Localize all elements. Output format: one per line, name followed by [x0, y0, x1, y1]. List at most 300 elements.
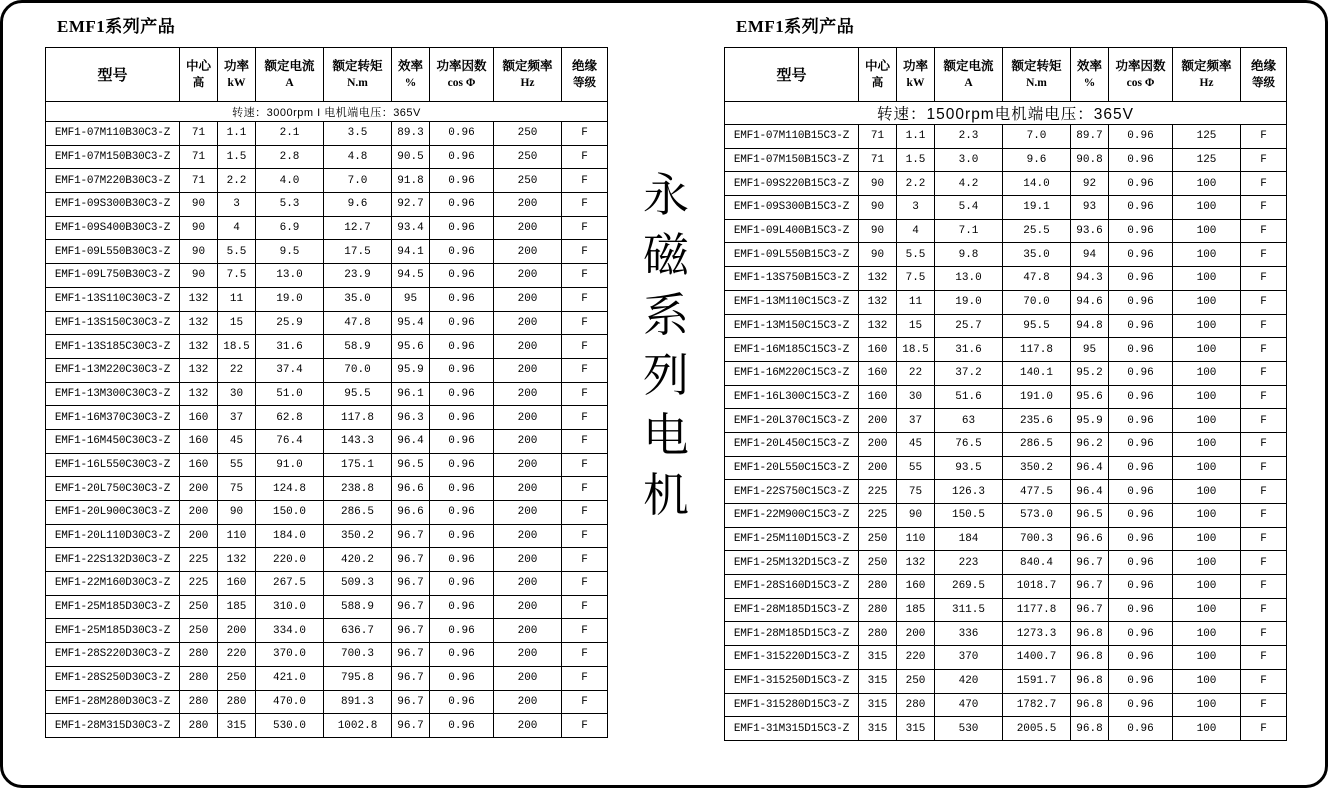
table-row — [46, 311, 608, 335]
value-cell: 5.4 — [935, 196, 1003, 220]
value-cell: 90 — [859, 243, 897, 267]
model-cell: EMF1-28S220D30C3-Z — [46, 643, 180, 667]
value-cell: 45 — [218, 429, 256, 453]
value-cell: 0.96 — [1109, 669, 1173, 693]
value-cell: 22 — [218, 358, 256, 382]
model-cell: EMF1-25M185D30C3-Z — [46, 619, 180, 643]
model-cell: EMF1-07M150B30C3-Z — [46, 145, 180, 169]
value-cell: 100 — [1173, 361, 1241, 385]
model-cell: EMF1-09L400B15C3-Z — [725, 219, 859, 243]
value-cell: 90.8 — [1071, 148, 1109, 172]
value-cell: 95.5 — [324, 382, 392, 406]
value-cell: 90 — [859, 219, 897, 243]
value-cell: 0.96 — [1109, 196, 1173, 220]
table-row — [725, 622, 1287, 646]
value-cell: 132 — [897, 551, 935, 575]
model-cell: EMF1-25M185D30C3-Z — [46, 595, 180, 619]
model-cell: EMF1-13S110C30C3-Z — [46, 287, 180, 311]
table-row — [725, 432, 1287, 456]
table-row — [46, 690, 608, 714]
value-cell: 636.7 — [324, 619, 392, 643]
series-char: 列 — [643, 350, 689, 401]
value-cell: 95.9 — [1071, 409, 1109, 433]
value-cell: 0.96 — [430, 216, 494, 240]
table-row — [46, 666, 608, 690]
value-cell: F — [1241, 669, 1287, 693]
value-cell: 132 — [859, 267, 897, 291]
value-cell: 184 — [935, 527, 1003, 551]
value-cell: F — [1241, 243, 1287, 267]
model-cell: EMF1-09L750B30C3-Z — [46, 264, 180, 288]
value-cell: F — [1241, 693, 1287, 717]
value-cell: 2.2 — [218, 169, 256, 193]
value-cell: 96.6 — [392, 477, 430, 501]
value-cell: 23.9 — [324, 264, 392, 288]
value-cell: 200 — [859, 456, 897, 480]
value-cell: 0.96 — [430, 690, 494, 714]
value-cell: 96.8 — [1071, 717, 1109, 741]
model-cell: EMF1-315280D15C3-Z — [725, 693, 859, 717]
value-cell: 0.96 — [1109, 456, 1173, 480]
value-cell: 420 — [935, 669, 1003, 693]
value-cell: F — [1241, 409, 1287, 433]
value-cell: 795.8 — [324, 666, 392, 690]
value-cell: F — [562, 193, 608, 217]
model-cell: EMF1-20L370C15C3-Z — [725, 409, 859, 433]
value-cell: 70.0 — [324, 358, 392, 382]
value-cell: 100 — [1173, 219, 1241, 243]
column-header: 额定频率 Hz — [1173, 48, 1241, 102]
value-cell: 55 — [218, 453, 256, 477]
value-cell: 96.7 — [1071, 551, 1109, 575]
series-char: 磁 — [643, 230, 689, 281]
value-cell: 5.5 — [897, 243, 935, 267]
table-row — [725, 314, 1287, 338]
value-cell: 96.7 — [392, 548, 430, 572]
model-cell: EMF1-13M300C30C3-Z — [46, 382, 180, 406]
value-cell: 200 — [494, 406, 562, 430]
value-cell: 0.96 — [1109, 267, 1173, 291]
value-cell: 93.6 — [1071, 219, 1109, 243]
table-row — [46, 595, 608, 619]
value-cell: 76.5 — [935, 432, 1003, 456]
value-cell: 0.96 — [1109, 172, 1173, 196]
value-cell: 100 — [1173, 480, 1241, 504]
value-cell: 75 — [897, 480, 935, 504]
value-cell: 18.5 — [897, 338, 935, 362]
value-cell: 117.8 — [324, 406, 392, 430]
value-cell: F — [1241, 598, 1287, 622]
table-row — [46, 145, 608, 169]
series-char: 系 — [643, 290, 689, 341]
value-cell: 13.0 — [256, 264, 324, 288]
value-cell: 0.96 — [1109, 148, 1173, 172]
value-cell: 96.7 — [392, 524, 430, 548]
value-cell: 90 — [180, 240, 218, 264]
value-cell: 96.7 — [1071, 575, 1109, 599]
value-cell: 530.0 — [256, 714, 324, 738]
value-cell: 30 — [218, 382, 256, 406]
value-cell: 225 — [859, 504, 897, 528]
value-cell: 0.96 — [430, 264, 494, 288]
value-cell: F — [1241, 314, 1287, 338]
value-cell: F — [1241, 219, 1287, 243]
value-cell: 200 — [494, 548, 562, 572]
model-cell: EMF1-25M110D15C3-Z — [725, 527, 859, 551]
value-cell: 0.96 — [430, 429, 494, 453]
model-cell: EMF1-20L110D30C3-Z — [46, 524, 180, 548]
value-cell: 62.8 — [256, 406, 324, 430]
motor-spec-table-1500rpm — [724, 47, 1287, 741]
value-cell: 96.8 — [1071, 622, 1109, 646]
value-cell: 70.0 — [1003, 290, 1071, 314]
value-cell: F — [1241, 646, 1287, 670]
value-cell: 0.96 — [1109, 361, 1173, 385]
value-cell: 315 — [897, 717, 935, 741]
value-cell: 310.0 — [256, 595, 324, 619]
value-cell: 13.0 — [935, 267, 1003, 291]
value-cell: 2005.5 — [1003, 717, 1071, 741]
value-cell: 35.0 — [1003, 243, 1071, 267]
value-cell: 51.6 — [935, 385, 1003, 409]
spec-table-section-1500rpm — [724, 12, 1286, 741]
value-cell: 160 — [897, 575, 935, 599]
value-cell: 0.96 — [1109, 385, 1173, 409]
table-row — [46, 548, 608, 572]
table-row — [725, 527, 1287, 551]
value-cell: 200 — [494, 429, 562, 453]
value-cell: 15 — [897, 314, 935, 338]
table-row — [725, 243, 1287, 267]
value-cell: 94.6 — [1071, 290, 1109, 314]
value-cell: 94 — [1071, 243, 1109, 267]
value-cell: 91.0 — [256, 453, 324, 477]
value-cell: F — [562, 666, 608, 690]
column-header: 绝缘 等级 — [1241, 48, 1287, 102]
value-cell: F — [562, 548, 608, 572]
table-row — [46, 240, 608, 264]
value-cell: 96.8 — [1071, 693, 1109, 717]
table-row — [46, 406, 608, 430]
value-cell: 132 — [180, 358, 218, 382]
value-cell: 235.6 — [1003, 409, 1071, 433]
value-cell: 95.9 — [392, 358, 430, 382]
value-cell: 250 — [494, 169, 562, 193]
value-cell: 0.96 — [430, 169, 494, 193]
note-row — [725, 102, 1287, 125]
value-cell: F — [562, 216, 608, 240]
value-cell: 0.96 — [430, 453, 494, 477]
model-cell: EMF1-20L450C15C3-Z — [725, 432, 859, 456]
value-cell: 89.7 — [1071, 125, 1109, 149]
value-cell: 0.96 — [1109, 338, 1173, 362]
value-cell: 220 — [897, 646, 935, 670]
value-cell: 110 — [218, 524, 256, 548]
value-cell: 0.96 — [430, 122, 494, 146]
value-cell: F — [562, 382, 608, 406]
model-cell: EMF1-28M185D15C3-Z — [725, 598, 859, 622]
value-cell: 573.0 — [1003, 504, 1071, 528]
value-cell: 0.96 — [1109, 646, 1173, 670]
value-cell: F — [1241, 622, 1287, 646]
value-cell: 4.8 — [324, 145, 392, 169]
value-cell: 370 — [935, 646, 1003, 670]
value-cell: 100 — [1173, 196, 1241, 220]
value-cell: 132 — [180, 287, 218, 311]
value-cell: 200 — [494, 572, 562, 596]
value-cell: 140.1 — [1003, 361, 1071, 385]
value-cell: F — [1241, 551, 1287, 575]
value-cell: 132 — [180, 311, 218, 335]
value-cell: F — [1241, 385, 1287, 409]
table-row — [725, 172, 1287, 196]
value-cell: 55 — [897, 456, 935, 480]
table-row — [46, 382, 608, 406]
model-cell: EMF1-16M220C15C3-Z — [725, 361, 859, 385]
value-cell: 150.5 — [935, 504, 1003, 528]
value-cell: 71 — [859, 148, 897, 172]
value-cell: 96.5 — [1071, 504, 1109, 528]
value-cell: 100 — [1173, 432, 1241, 456]
value-cell: 269.5 — [935, 575, 1003, 599]
value-cell: F — [1241, 148, 1287, 172]
value-cell: 1.1 — [897, 125, 935, 149]
value-cell: 3.5 — [324, 122, 392, 146]
value-cell: 96.7 — [392, 643, 430, 667]
value-cell: F — [562, 643, 608, 667]
model-cell: EMF1-28M280D30C3-Z — [46, 690, 180, 714]
value-cell: 200 — [494, 477, 562, 501]
model-cell: EMF1-28M185D15C3-Z — [725, 622, 859, 646]
value-cell: F — [562, 335, 608, 359]
value-cell: 25.7 — [935, 314, 1003, 338]
value-cell: 280 — [859, 622, 897, 646]
table-row — [46, 619, 608, 643]
series-char: 永 — [643, 170, 689, 221]
value-cell: F — [1241, 196, 1287, 220]
value-cell: 200 — [494, 193, 562, 217]
table-row — [46, 122, 608, 146]
value-cell: 0.96 — [430, 358, 494, 382]
value-cell: 100 — [1173, 527, 1241, 551]
model-cell: EMF1-31M315D15C3-Z — [725, 717, 859, 741]
speed-voltage-note: 转速：1500rpm电机端电压：365V — [725, 102, 1287, 125]
value-cell: 37 — [218, 406, 256, 430]
value-cell: 250 — [494, 122, 562, 146]
value-cell: 1002.8 — [324, 714, 392, 738]
value-cell: 9.8 — [935, 243, 1003, 267]
model-cell: EMF1-09S400B30C3-Z — [46, 216, 180, 240]
value-cell: 1400.7 — [1003, 646, 1071, 670]
value-cell: 280 — [180, 643, 218, 667]
value-cell: 125 — [1173, 148, 1241, 172]
value-cell: 143.3 — [324, 429, 392, 453]
value-cell: 100 — [1173, 456, 1241, 480]
value-cell: 185 — [897, 598, 935, 622]
value-cell: 588.9 — [324, 595, 392, 619]
value-cell: 100 — [1173, 669, 1241, 693]
value-cell: F — [562, 429, 608, 453]
column-header: 绝缘 等级 — [562, 48, 608, 102]
column-header-model: 型号 — [725, 48, 859, 102]
table-row — [46, 287, 608, 311]
table-row — [725, 409, 1287, 433]
value-cell: 17.5 — [324, 240, 392, 264]
value-cell: 125 — [1173, 125, 1241, 149]
value-cell: 200 — [494, 714, 562, 738]
value-cell: 0.96 — [1109, 243, 1173, 267]
table-title: EMF1系列产品 — [57, 17, 176, 36]
value-cell: 200 — [494, 501, 562, 525]
value-cell: 0.96 — [430, 311, 494, 335]
value-cell: F — [562, 572, 608, 596]
value-cell: 220.0 — [256, 548, 324, 572]
value-cell: 0.96 — [430, 666, 494, 690]
model-cell: EMF1-16M185C15C3-Z — [725, 338, 859, 362]
value-cell: 3.0 — [935, 148, 1003, 172]
value-cell: 100 — [1173, 717, 1241, 741]
model-cell: EMF1-09S220B15C3-Z — [725, 172, 859, 196]
value-cell: 37.4 — [256, 358, 324, 382]
value-cell: 200 — [180, 501, 218, 525]
model-cell: EMF1-16M450C30C3-Z — [46, 429, 180, 453]
value-cell: 420.2 — [324, 548, 392, 572]
value-cell: 200 — [494, 240, 562, 264]
column-header: 额定电流 A — [935, 48, 1003, 102]
column-header: 功率 kW — [897, 48, 935, 102]
value-cell: 94.1 — [392, 240, 430, 264]
value-cell: 132 — [218, 548, 256, 572]
column-header: 效率 % — [1071, 48, 1109, 102]
value-cell: 96.7 — [392, 714, 430, 738]
value-cell: 96.3 — [392, 406, 430, 430]
value-cell: 0.96 — [430, 193, 494, 217]
value-cell: F — [562, 453, 608, 477]
value-cell: 94.8 — [1071, 314, 1109, 338]
table-row — [725, 646, 1287, 670]
value-cell: 286.5 — [324, 501, 392, 525]
value-cell: 90 — [180, 193, 218, 217]
value-cell: F — [1241, 125, 1287, 149]
model-cell: EMF1-25M132D15C3-Z — [725, 551, 859, 575]
value-cell: 280 — [859, 598, 897, 622]
value-cell: 25.5 — [1003, 219, 1071, 243]
value-cell: 0.96 — [1109, 409, 1173, 433]
value-cell: 110 — [897, 527, 935, 551]
table-row — [725, 196, 1287, 220]
value-cell: F — [562, 169, 608, 193]
value-cell: 700.3 — [1003, 527, 1071, 551]
value-cell: 0.96 — [430, 572, 494, 596]
value-cell: 200 — [218, 619, 256, 643]
value-cell: F — [1241, 527, 1287, 551]
model-cell: EMF1-28S160D15C3-Z — [725, 575, 859, 599]
value-cell: F — [562, 122, 608, 146]
value-cell: 200 — [180, 524, 218, 548]
value-cell: 4 — [218, 216, 256, 240]
model-cell: EMF1-13M110C15C3-Z — [725, 290, 859, 314]
value-cell: 14.0 — [1003, 172, 1071, 196]
value-cell: 200 — [494, 382, 562, 406]
column-header: 额定电流 A — [256, 48, 324, 102]
model-cell: EMF1-13M150C15C3-Z — [725, 314, 859, 338]
header-row — [725, 48, 1287, 102]
value-cell: 280 — [218, 690, 256, 714]
value-cell: 9.6 — [1003, 148, 1071, 172]
value-cell: 280 — [859, 575, 897, 599]
model-cell: EMF1-315220D15C3-Z — [725, 646, 859, 670]
value-cell: 315 — [859, 717, 897, 741]
spec-table-section-3000rpm — [45, 12, 607, 738]
value-cell: 0.96 — [430, 501, 494, 525]
column-header: 功率因数 cos Φ — [1109, 48, 1173, 102]
value-cell: 250 — [180, 619, 218, 643]
table-row — [725, 669, 1287, 693]
value-cell: F — [562, 287, 608, 311]
value-cell: F — [562, 358, 608, 382]
value-cell: 477.5 — [1003, 480, 1071, 504]
model-cell: EMF1-09S300B30C3-Z — [46, 193, 180, 217]
table-row — [46, 216, 608, 240]
value-cell: 4.2 — [935, 172, 1003, 196]
value-cell: 96.7 — [392, 619, 430, 643]
value-cell: 160 — [218, 572, 256, 596]
value-cell: 0.96 — [1109, 290, 1173, 314]
value-cell: F — [1241, 290, 1287, 314]
table-row — [725, 693, 1287, 717]
value-cell: 100 — [1173, 243, 1241, 267]
value-cell: F — [562, 240, 608, 264]
value-cell: F — [562, 524, 608, 548]
value-cell: 18.5 — [218, 335, 256, 359]
value-cell: 45 — [897, 432, 935, 456]
value-cell: 0.96 — [430, 335, 494, 359]
table-title: EMF1系列产品 — [736, 17, 855, 36]
model-cell: EMF1-20L900C30C3-Z — [46, 501, 180, 525]
value-cell: 150.0 — [256, 501, 324, 525]
value-cell: 0.96 — [430, 548, 494, 572]
value-cell: 1273.3 — [1003, 622, 1071, 646]
column-header: 功率因数 cos Φ — [430, 48, 494, 102]
value-cell: 11 — [218, 287, 256, 311]
value-cell: 200 — [494, 311, 562, 335]
model-cell: EMF1-07M110B15C3-Z — [725, 125, 859, 149]
value-cell: 0.96 — [430, 406, 494, 430]
value-cell: 250 — [897, 669, 935, 693]
value-cell: 7.0 — [324, 169, 392, 193]
value-cell: 350.2 — [1003, 456, 1071, 480]
value-cell: 200 — [494, 666, 562, 690]
note-row — [46, 102, 608, 122]
value-cell: 200 — [494, 643, 562, 667]
value-cell: 220 — [218, 643, 256, 667]
value-cell: 370.0 — [256, 643, 324, 667]
model-cell: EMF1-13M220C30C3-Z — [46, 358, 180, 382]
value-cell: 96.7 — [392, 666, 430, 690]
value-cell: 0.96 — [1109, 717, 1173, 741]
model-cell: EMF1-16M370C30C3-Z — [46, 406, 180, 430]
value-cell: 96.1 — [392, 382, 430, 406]
value-cell: 100 — [1173, 551, 1241, 575]
model-cell: EMF1-07M220B30C3-Z — [46, 169, 180, 193]
value-cell: 200 — [180, 477, 218, 501]
value-cell: 160 — [859, 361, 897, 385]
value-cell: 96.6 — [392, 501, 430, 525]
model-cell: EMF1-315250D15C3-Z — [725, 669, 859, 693]
table-row — [725, 125, 1287, 149]
vertical-series-label — [627, 166, 705, 526]
value-cell: 96.7 — [392, 595, 430, 619]
